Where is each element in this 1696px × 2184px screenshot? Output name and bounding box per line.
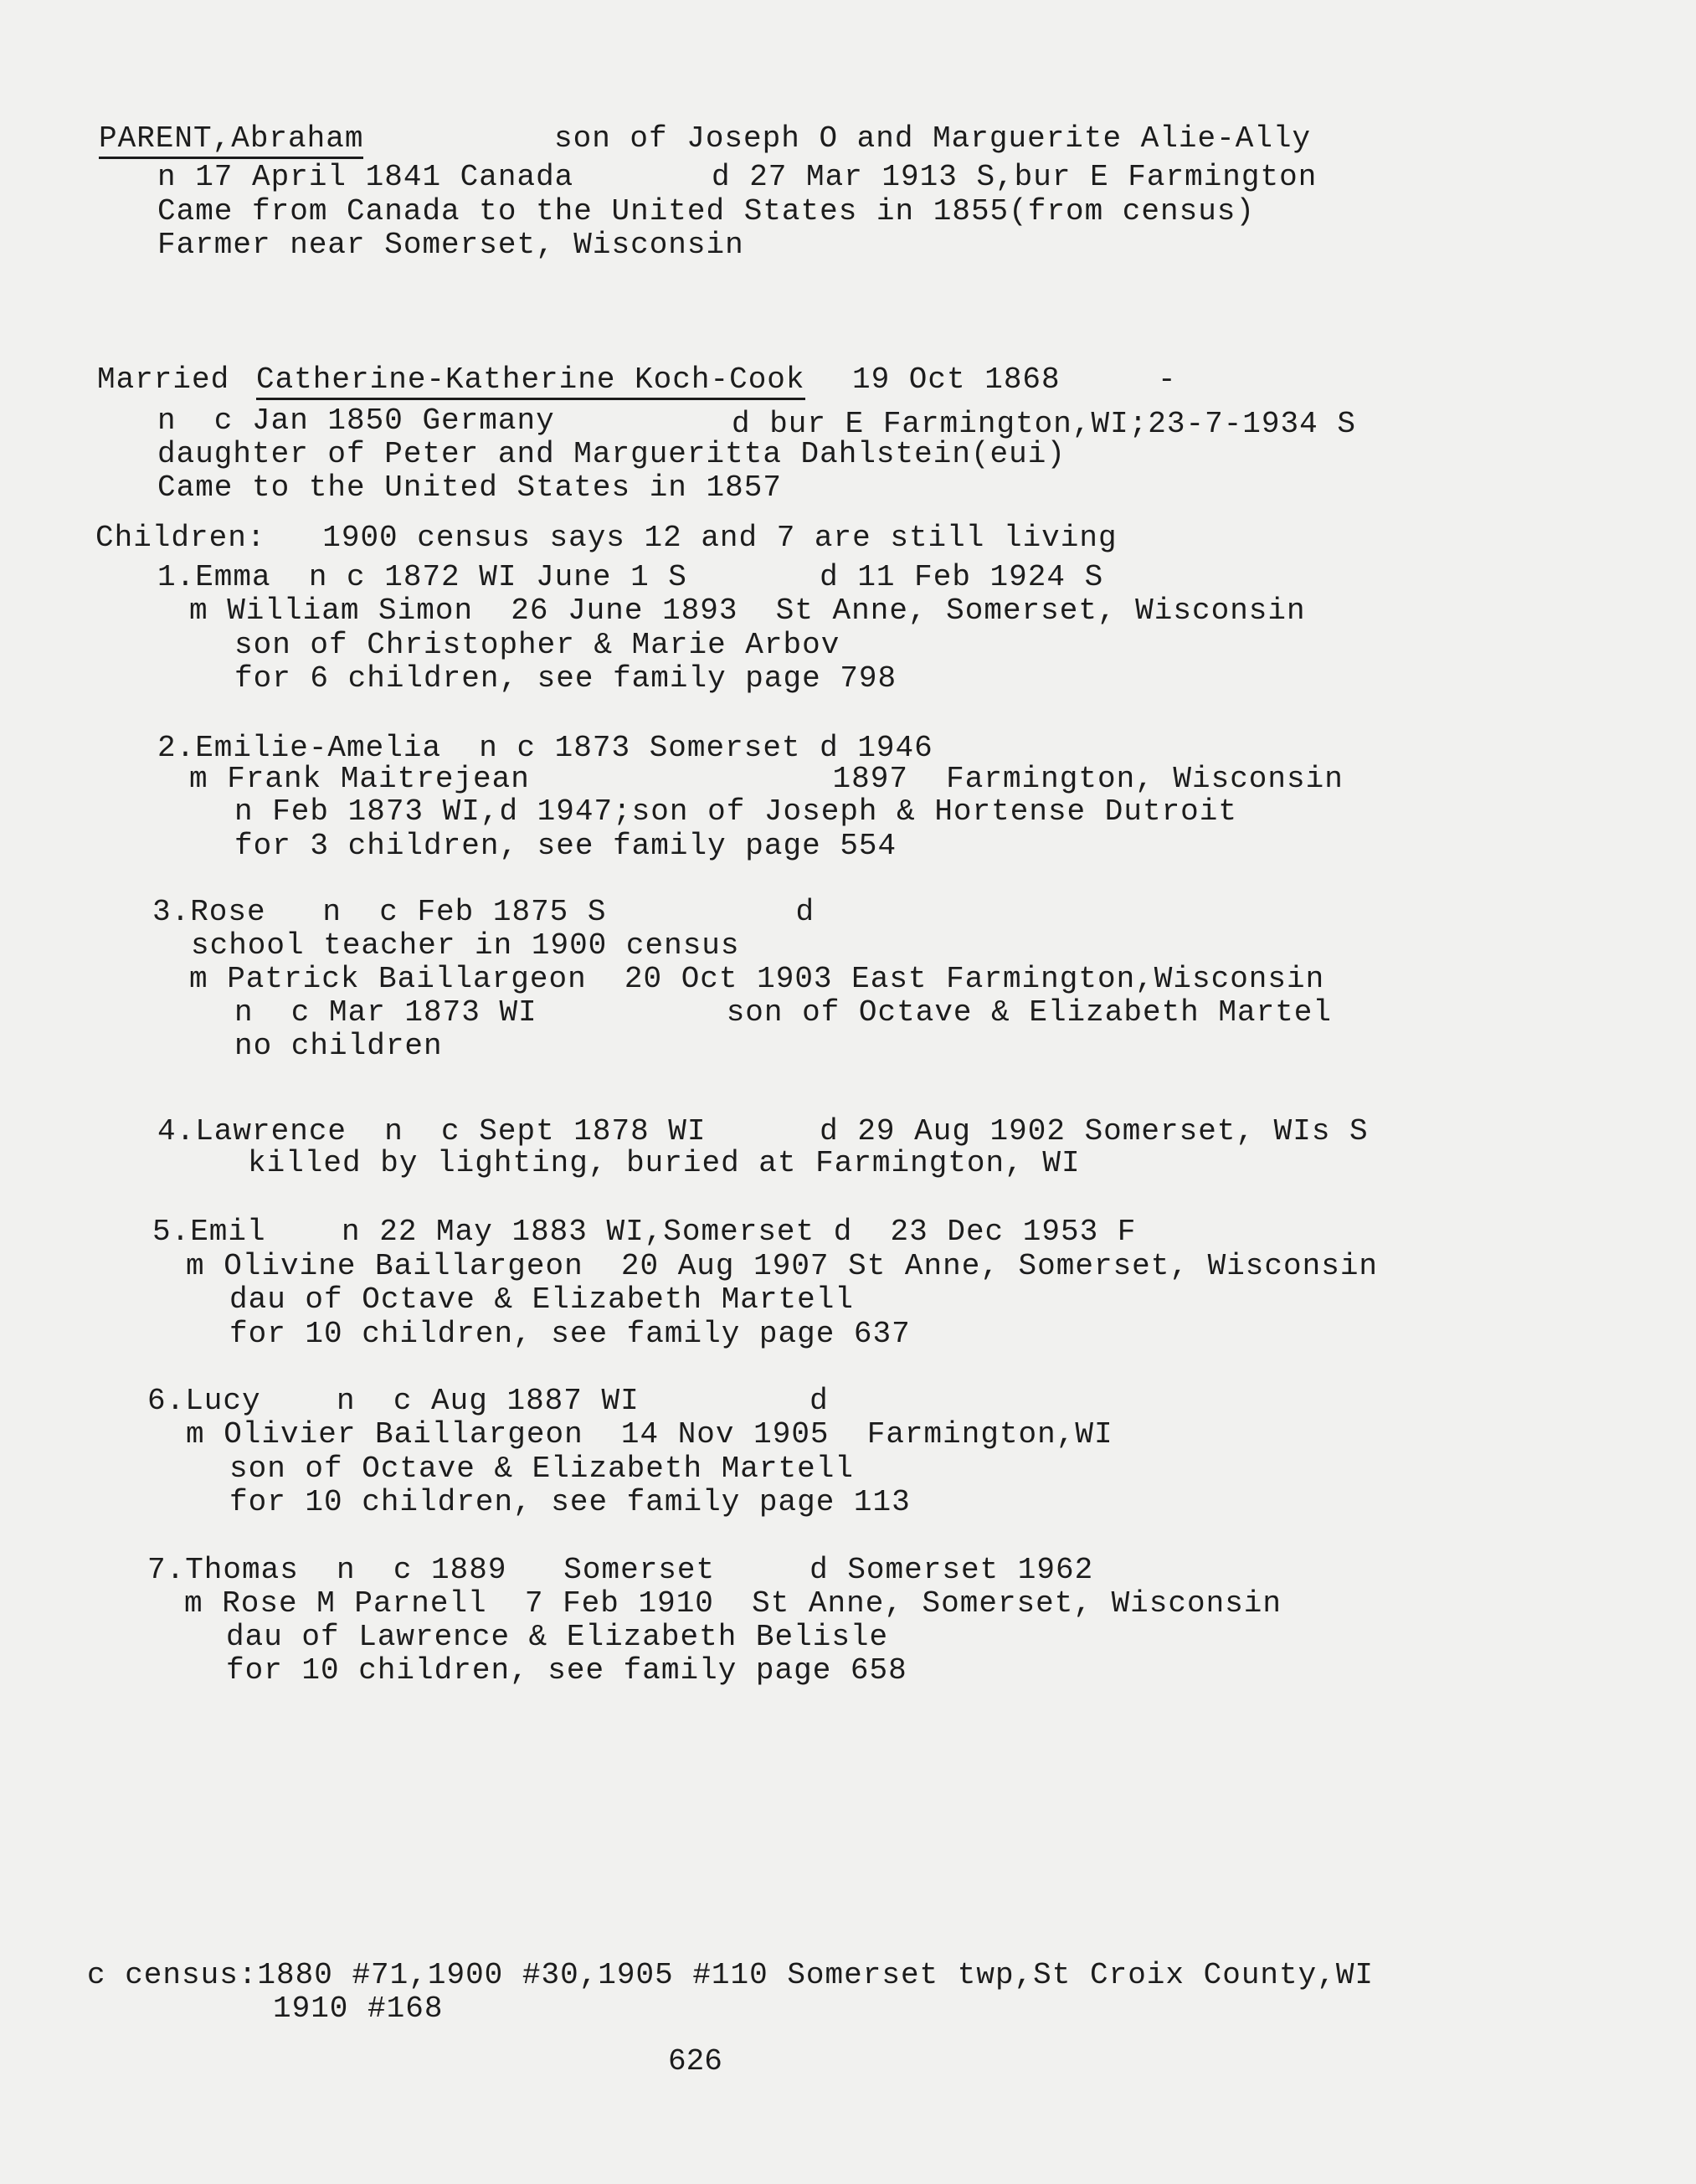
subject-name xyxy=(99,122,363,156)
marriage-date: 19 Oct 1868 xyxy=(852,362,1061,397)
child-6-line-3: son of Octave & Elizabeth Martell xyxy=(229,1452,854,1486)
child-5-line-1: 5.Emil n 22 May 1883 WI,Somerset d 23 Dec 1953 F xyxy=(152,1215,1137,1249)
child-2-line-4: for 3 children, see family page 554 xyxy=(234,829,897,863)
children-header: Children: 1900 census says 12 and 7 are still living xyxy=(95,521,1118,555)
child-2-line-1: 2.Emilie-Amelia n c 1873 Somerset d 1946 xyxy=(157,731,933,765)
spouse-name-text: Catherine-Katherine Koch-Cook xyxy=(256,362,805,400)
child-7-line-1: 7.Thomas n c 1889 Somerset d Somerset 1962 xyxy=(147,1553,1094,1587)
child-3-line-2: school teacher in 1900 census xyxy=(191,928,740,963)
child-6-line-1: 6.Lucy n c Aug 1887 WI d xyxy=(147,1384,829,1418)
child-1-line-4: for 6 children, see family page 798 xyxy=(234,661,897,696)
subject-occupation: Farmer near Somerset, Wisconsin xyxy=(157,228,744,262)
child-1-line-2: m William Simon 26 June 1893 St Anne, Somerset, Wisconsin xyxy=(189,594,1306,628)
page-number: 626 xyxy=(668,2044,722,2079)
child-1-line-3: son of Christopher & Marie Arbov xyxy=(234,628,840,662)
child-7-line-2: m Rose M Parnell 7 Feb 1910 St Anne, Somerset, Wisconsin xyxy=(184,1586,1282,1621)
census-line-2: 1910 #168 xyxy=(273,1991,444,2026)
child-1-line-1: 1.Emma n c 1872 WI June 1 S d 11 Feb 1924 S xyxy=(157,560,1104,594)
child-6-line-2: m Olivier Baillargeon 14 Nov 1905 Farmington,WI xyxy=(186,1417,1113,1452)
subject-immigration: Came from Canada to the United States in 1855(from census) xyxy=(157,194,1256,229)
marriage-label: Married xyxy=(97,362,230,397)
child-2-line-2: m Frank Maitrejean 1897 Farmington, Wisconsin xyxy=(189,762,1344,796)
child-2-line-3: n Feb 1873 WI,d 1947;son of Joseph & Hortense Dutroit xyxy=(234,794,1237,829)
spouse-name xyxy=(256,363,805,397)
child-3-line-5: no children xyxy=(234,1029,443,1063)
spouse-parents: daughter of Peter and Margueritta Dahlstein(eui) xyxy=(157,437,1066,471)
census-line-1: c census:1880 #71,1900 #30,1905 #110 Somerset twp,St Croix County,WI xyxy=(87,1958,1375,1992)
child-3-line-3: m Patrick Baillargeon 20 Oct 1903 East Farmington,Wisconsin xyxy=(189,962,1325,996)
child-6-line-4: for 10 children, see family page 113 xyxy=(229,1485,911,1519)
subject-death: d 27 Mar 1913 S,bur E Farmington xyxy=(712,160,1318,194)
subject-parents: son of Joseph O and Marguerite Alie-Ally xyxy=(554,121,1312,156)
child-7-line-4: for 10 children, see family page 658 xyxy=(226,1653,907,1688)
spouse-death: d bur E Farmington,WI;23-7-1934 S xyxy=(732,407,1356,441)
spouse-birth: n c Jan 1850 Germany xyxy=(157,403,555,438)
subject-name-text: PARENT,Abraham xyxy=(99,121,363,159)
spouse-immigration: Came to the United States in 1857 xyxy=(157,470,782,505)
child-4-line-1: 4.Lawrence n c Sept 1878 WI d 29 Aug 1902 Somerset, WIs S xyxy=(157,1114,1369,1149)
child-4-line-2: killed by lighting, buried at Farmington, WI xyxy=(248,1146,1081,1180)
child-7-line-3: dau of Lawrence & Elizabeth Belisle xyxy=(226,1620,889,1654)
child-5-line-2: m Olivine Baillargeon 20 Aug 1907 St Anne, Somerset, Wisconsin xyxy=(186,1249,1379,1283)
child-5-line-3: dau of Octave & Elizabeth Martell xyxy=(229,1282,854,1317)
subject-birth: n 17 April 1841 Canada xyxy=(157,160,574,194)
marriage-dash: - xyxy=(1158,362,1177,397)
child-3-line-4: n c Mar 1873 WI son of Octave & Elizabeth Martel xyxy=(234,995,1333,1030)
child-3-line-1: 3.Rose n c Feb 1875 S d xyxy=(152,895,815,929)
child-5-line-4: for 10 children, see family page 637 xyxy=(229,1317,911,1351)
